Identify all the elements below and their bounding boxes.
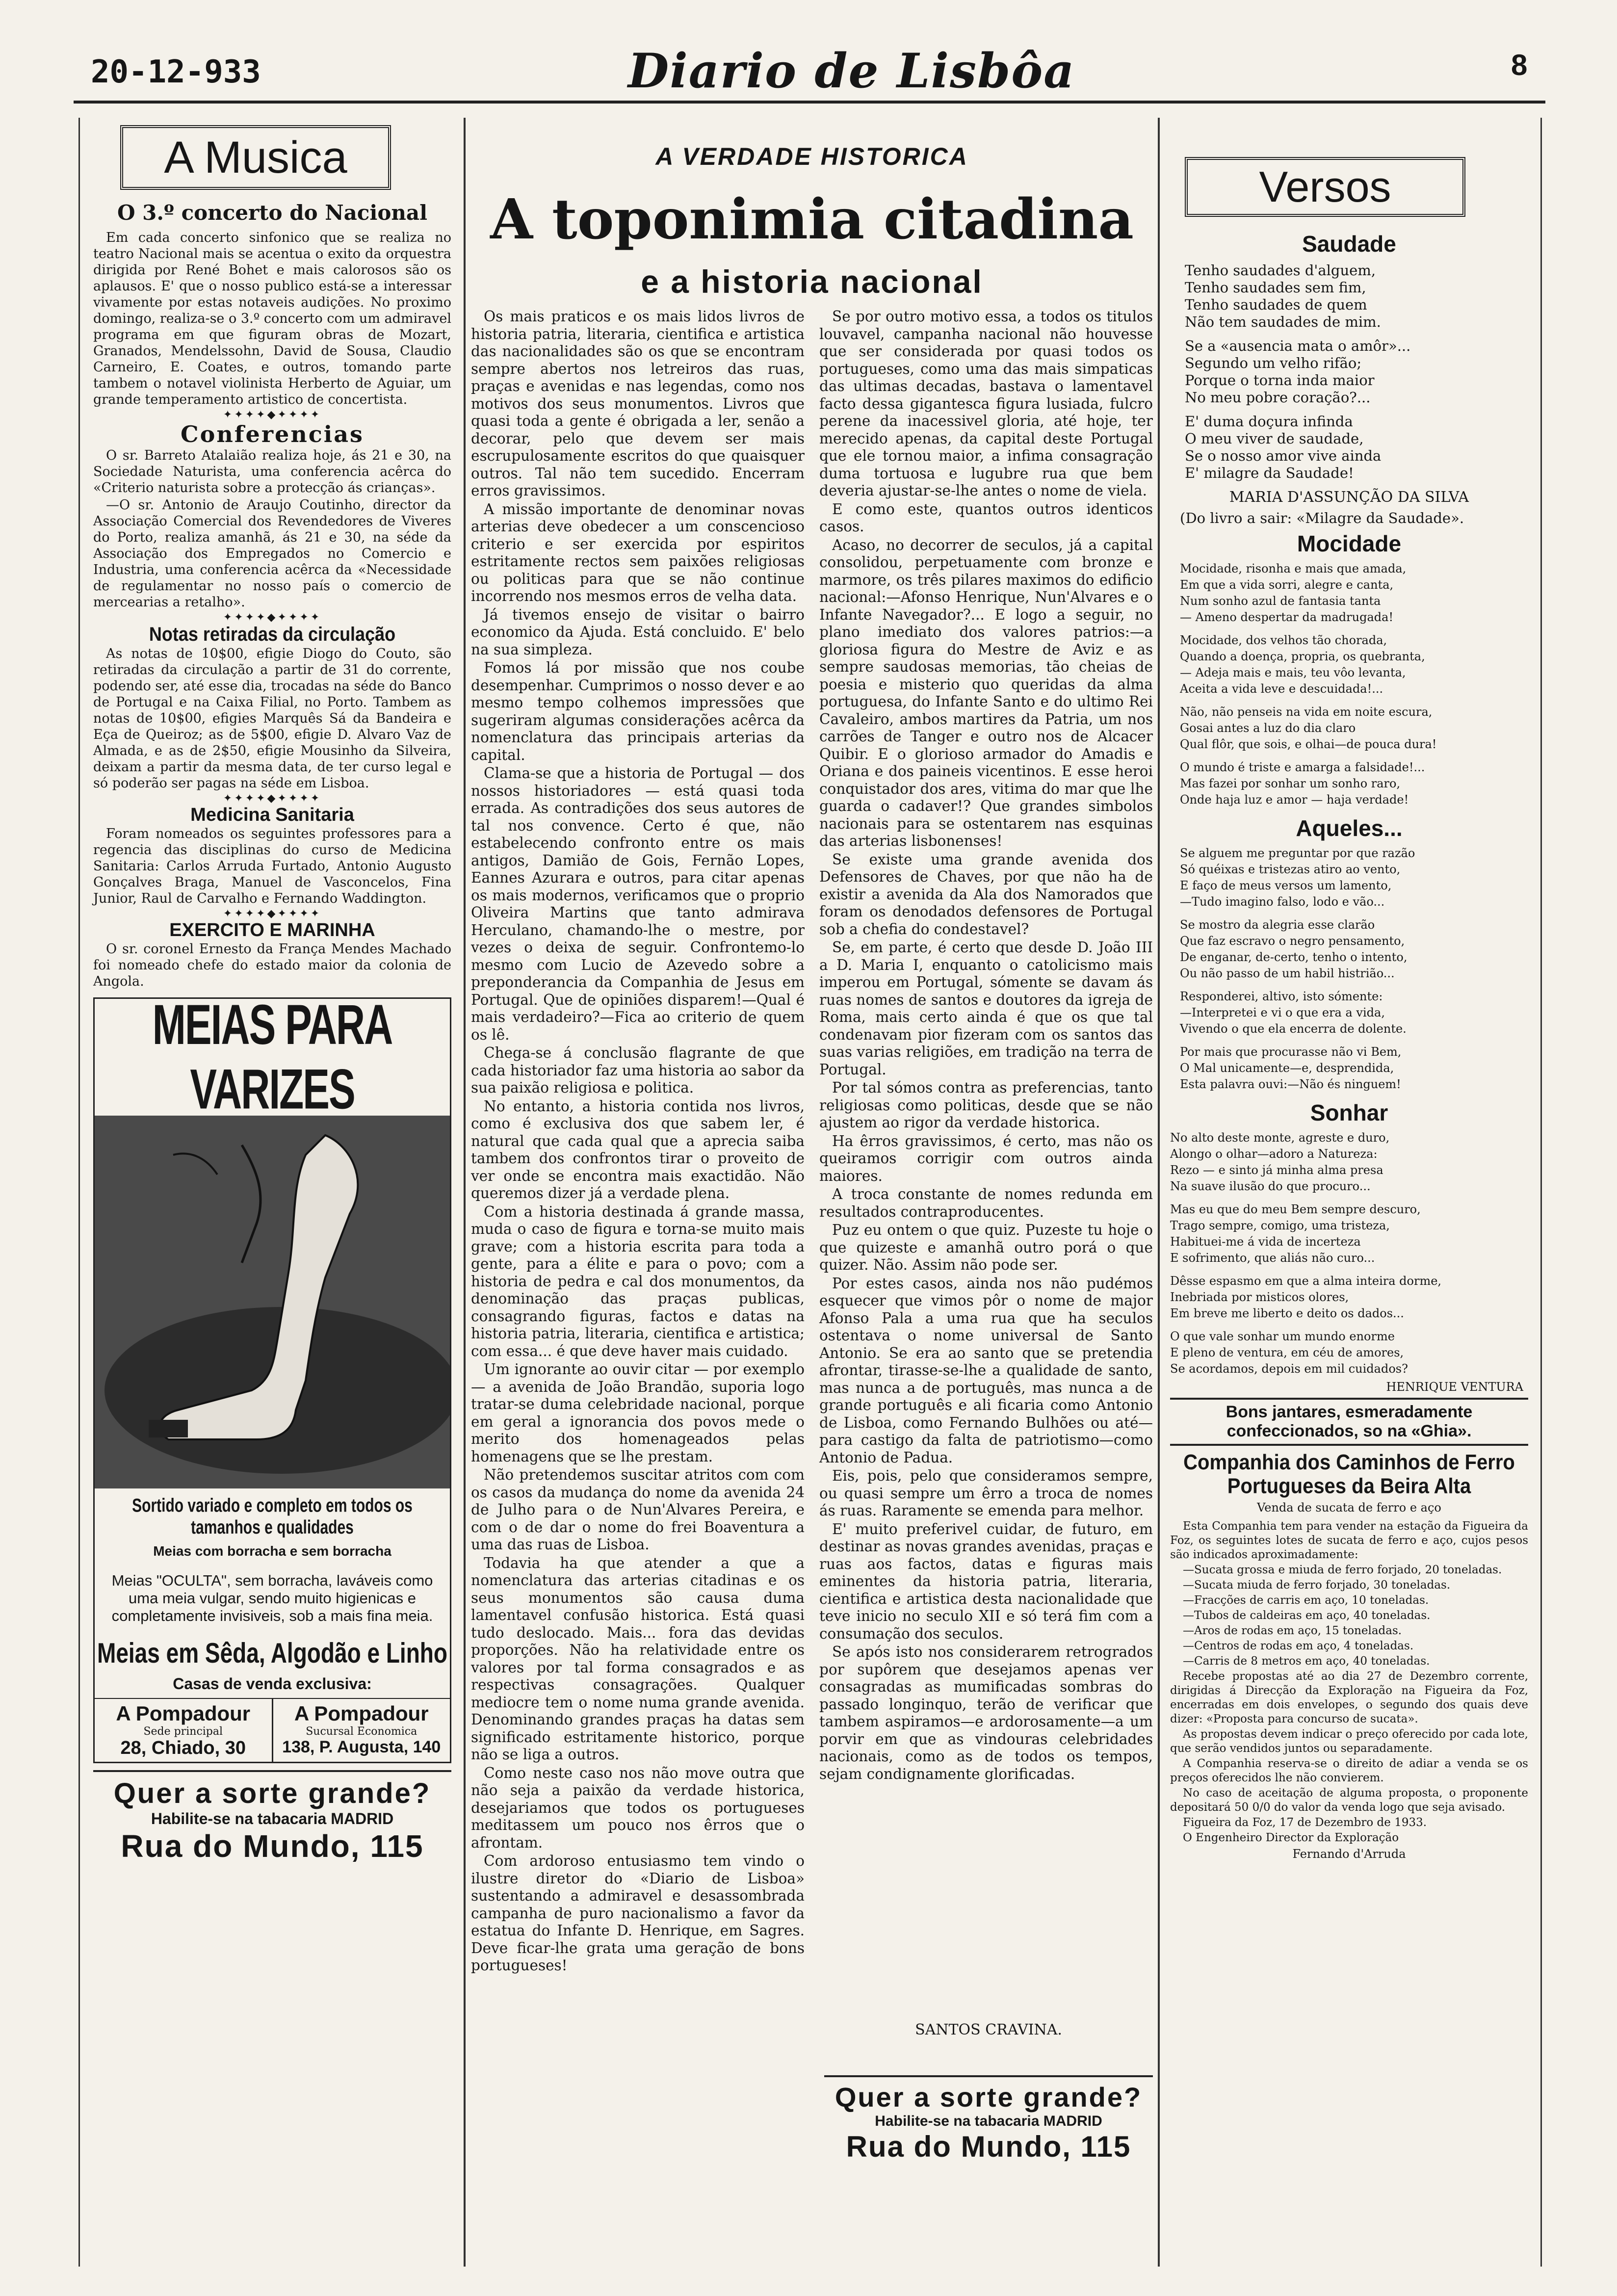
poem-line: — Ameno despertar da madrugada!: [1180, 610, 1394, 624]
poem-line: O mundo é triste e amarga a falsidade!...: [1180, 760, 1425, 774]
notice-paragraph: O Engenheiro Director da Exploração: [1183, 1831, 1399, 1844]
sorte-advert-center: Quer a sorte grande? Habilite-se na tabacaria MADRID Rua do Mundo, 115: [824, 2075, 1153, 2164]
bons-jantares-advert: Bons jantares, esmeradamente confeccionados, so na «Ghia».: [1170, 1398, 1528, 1446]
article-paragraph: Acaso, no decorrer de seculos, já a capital consolidou, perpetuamente com bronze e marmore, os três pilares maximos do edificio nacional:—Afonso Henrique, Nun'Alvares e o Infante Navegador?... E logo a seguir, no plano imediato dos valores patrios:—a gloriosa figura do Mestre de Aviz e as sempre saudosas memorias, tão cheias de poesia e misterio quo queridas da alma portuguesa, do Infante Santo e do ultimo Rei Cavaleiro, ambos martires da Patria, um nos carrões de Tanger e outro nos de Alcacer Quibir. E o glorioso armador do Amadis e Oriana e dos paineis vicentinos. E esse heroi conquistador dos ares, vitima do mar que lhe guarda o cadaver!? Que grandes simbolos nacionais para se ostentarem nas esquinas das arterias lisbonenses!: [819, 536, 1153, 849]
poem-line: E faço de meus versos um lamento,: [1180, 879, 1392, 892]
article-title: A toponimia citadina: [490, 187, 1134, 252]
poem-line: [1170, 1322, 1528, 1329]
poem-line: Ou não passo de um habil histrião...: [1180, 966, 1395, 980]
companhia-subtitle: Venda de sucata de ferro e aço: [1257, 1501, 1441, 1514]
ad-line-oculta: Meias "OCULTA", sem borracha, laváveis como uma meia vulgar, sendo muito higienicas e completamente invisiveis, sob a mais fina meia.: [111, 1572, 433, 1624]
poem-line: O Mal unicamente—e, desprendida,: [1180, 1061, 1394, 1075]
poem-line: Qual flôr, que sois, e olhai—de pouca dura!: [1180, 737, 1437, 751]
notice-paragraph: No caso de aceitação de alguma proposta, o proponente depositará 50 0/0 do valor da venda logo que seja avisado.: [1170, 1787, 1528, 1814]
poem-line: E' duma doçura infinda: [1185, 413, 1353, 430]
sonhar-heading: Sonhar: [1310, 1100, 1388, 1125]
article-paragraph: Por tal sómos contra as preferencias, tanto religiosas como politicas, desde que se não ajustem ao rigor da verdade historica.: [819, 1079, 1153, 1131]
notice-paragraph: —Aros de rodas em aço, 15 toneladas.: [1183, 1624, 1402, 1637]
poem-line: Onde haja luz e amor — haja verdade!: [1180, 793, 1409, 807]
right-column: [1170, 157, 1528, 1861]
article-paragraph: Todavia ha que atender a que a nomenclatura das arterias citadinas e os seus monumentos são causa duma lamentavel confusão historica. Está quasi tudo deslocado. Mais... fora das devidas proporções. Não ha relatividade entre os valores por tal forma consagrados e as respectivas consagrações. Qualquer mediocre tem o nome numa grande avenida. Denominando grandes praças ha datas sem significado estritamente historico, porque não se liga a outros.: [471, 1554, 805, 1763]
shop-addresses: [95, 1698, 450, 1762]
article-paragraph: A missão importante de denominar novas arterias deve obedecer a um conscencioso criterio e ser exercida por espiritos estritamente rectos sem paixões religiosas ou politicas para que se não continue incorrendo nos mesmos erros de velha data.: [471, 500, 805, 604]
article-signature: SANTOS CRAVINA.: [915, 2021, 1062, 2038]
article-subtitle: e a historia nacional: [641, 263, 983, 300]
ornament-divider: ✦✦✦✦◆✦✦✦✦: [223, 792, 322, 805]
saudade-poem: [1185, 262, 1528, 482]
notice-paragraph: Esta Companhia tem para vender na estação da Figueira da Foz, os seguintes lotes de sucata de ferro e aço, cujos pesos são indicados aproximadamente:: [1170, 1520, 1528, 1561]
poem-line: O meu viver de saudade,: [1185, 430, 1364, 447]
article-column-2: [819, 308, 1153, 1976]
poem-line: [1180, 626, 1528, 632]
musica-title: A Musica: [120, 125, 391, 190]
header-rule: [74, 101, 1545, 104]
concert-article: Em cada concerto sinfonico que se realiza no teatro Nacional mais se acentua o exito da orquestra dirigida por René Bohet e mais calorosos são os aplausos. E' que o nosso publico está-se a interessar vivamente por estas notaveis audições. No proximo domingo, realiza-se o 3.º concerto com um admiravel programa em que figuram obras de Mozart, Granados, Mendelssohn, David de Sousa, Claudio Carneiro, E. Coates, e outros, tomando parte tambem o notavel violinista Herberto de Aguiar, um grande temperamento artistico de concertista.: [93, 230, 451, 407]
companhia-title: Companhia dos Caminhos de Ferro Portugueses da Beira Alta: [1183, 1450, 1515, 1498]
saudade-author: MARIA D'ASSUNÇÃO DA SILVA: [1229, 489, 1469, 506]
poem-line: Habituei-me á vida de incerteza: [1170, 1235, 1361, 1249]
poem-line: Segundo um velho rifão;: [1185, 355, 1362, 371]
aqueles-heading: Aqueles...: [1296, 815, 1403, 841]
poem-line: Na suave ilusão do que procuro...: [1170, 1179, 1371, 1193]
sorte-advert-left: Quer a sorte grande? Habilite-se na tabacaria MADRID Rua do Mundo, 115: [93, 1770, 451, 1864]
ornament-divider: ✦✦✦✦◆✦✦✦✦: [223, 611, 322, 624]
article-kicker: A VERDADE HISTORICA: [655, 143, 968, 170]
poem-line: Que faz escravo o negro pensamento,: [1180, 934, 1405, 948]
article-paragraph: Não pretendemos suscitar atritos com com os casos da mudança do nome da avenida 24 de Julho para o de Nun'Alvares Pereira, e com o de dar o nome do frei Boaventura a uma das ruas de Lisboa.: [471, 1466, 805, 1553]
article-paragraph: Se existe uma grande avenida dos Defensores de Chaves, por que não ha de existir a avenida da Ala dos Namorados que foram os denodados defensores de Portugal sob a chefia do condestavel?: [819, 851, 1153, 938]
article-paragraph: Fomos lá por missão que nos coube desempenhar. Cumprimos o nosso dever e ao mesmo tempo colhemos impressões que sugeriram algumas considerações acêrca da nomenclatura das principais arterias da capital.: [471, 659, 805, 763]
poem-line: [1180, 753, 1528, 759]
versos-title: Versos: [1185, 157, 1465, 217]
poem-line: Alongo o olhar—adoro a Natureza:: [1170, 1147, 1378, 1161]
article-body: [471, 308, 1153, 1976]
ornament-divider: ✦✦✦✦◆✦✦✦✦: [223, 409, 322, 421]
poem-line: [1170, 1266, 1528, 1273]
concert-heading: O 3.º concerto do Nacional: [117, 201, 428, 225]
notice-paragraph: Figueira da Foz, 17 de Dezembro de 1933.: [1183, 1816, 1427, 1829]
center-article: [471, 142, 1153, 1976]
poem-line: [1170, 1195, 1528, 1201]
article-paragraph: E como este, quantos outros identicos casos.: [819, 500, 1153, 535]
article-paragraph: Já tivemos ensejo de visitar o bairro economico da Ajuda. Está concluido. E' belo na sua simpleza.: [471, 606, 805, 658]
mocidade-heading: Mocidade: [1297, 531, 1402, 556]
poem-line: Quando a doença, propria, os quebranta,: [1180, 650, 1425, 663]
poem-line: O que vale sonhar um mundo enorme: [1170, 1330, 1395, 1343]
notas-article: As notas de 10$00, efigie Diogo do Couto, são retiradas da circulação a partir de 31 do corrente, podendo ser, até esse dia, trocadas na séde do Banco de Portugal e na Caixa Filial, no Porto. Tambem as notas de 10$00, efigies Marquês Sá da Bandeira e Eça de Queiroz; as de 5$00, efigie D. Alvaro Vaz de Almada, e as de 2$50, efigie Mousinho da Silveira, deixam a partir da mesma data, de ter curso legal e só poderão ser pagas na séde em Lisboa.: [93, 646, 451, 791]
poem-line: No meu pobre coração?...: [1185, 389, 1371, 406]
poem-line: Não tem saudades de mim.: [1185, 313, 1381, 330]
ornament-divider: ✦✦✦✦◆✦✦✦✦: [223, 908, 322, 920]
issue-date: 20-12-933: [91, 54, 261, 90]
article-paragraph: No entanto, a historia contida nos livros, como é exclusiva dos que sabem ler, é natural que cada qual que a aprecia saiba tambem dos confrontos tirar o proveito de ver onde se encontra mais exactidão. Não queremos dizer já a verdade plena.: [471, 1097, 805, 1201]
poem-line: [1185, 406, 1528, 413]
ad-line-materials: Meias em Sêda, Algodão e Linho: [97, 1637, 447, 1669]
sonhar-poem: [1170, 1130, 1528, 1377]
poem-line: Tenho saudades sem fim,: [1185, 279, 1366, 296]
notice-paragraph: —Sucata miuda de ferro forjado, 30 toneladas.: [1183, 1579, 1451, 1592]
poem-line: Tenho saudades de quem: [1185, 296, 1367, 313]
poem-line: Num sonho azul de fantasia tanta: [1180, 594, 1381, 608]
notice-paragraph: —Centros de rodas em aço, 4 toneladas.: [1183, 1640, 1414, 1652]
conferencias-heading: Conferencias: [181, 421, 364, 447]
ad-line-shops: Casas de venda exclusiva:: [173, 1675, 372, 1693]
poem-line: De enganar, de-certo, tenho o intento,: [1180, 950, 1408, 964]
article-paragraph: Com ardoroso entusiasmo tem vindo o ilustre diretor do «Diario de Lisboa» sustentando a admiravel e desassombrada campanha de puro nacionalismo a favor da estatua do Infante D. Henrique, em Sagres. Deve ficar-lhe grata uma geração de bons portugueses!: [471, 1852, 805, 1974]
notice-paragraph: Recebe propostas até ao dia 27 de Dezembro corrente, dirigidas á Direcção da Exploração na Figueira da Foz, encerradas em dois envelopes, o segundo dos quais deve dizer: «Proposta para concurso de sucata».: [1170, 1670, 1528, 1725]
poem-line: Se alguem me preguntar por que razão: [1180, 846, 1415, 860]
article-paragraph: Se, em parte, é certo que desde D. João III a D. Maria I, enquanto o catolicismo mais imperou em Portugal, sómente se davam ás ruas nomes de santos e doutores da igreja de Roma, mais certo ainda é que os que tal condenavam pior fizeram com os santos das suas varias religiões, em tradição na terra de Portugal.: [819, 939, 1153, 1078]
poem-line: — Adeja mais e mais, teu vôo levanta,: [1180, 666, 1406, 679]
poem-line: Em que a vida sorri, alegre e canta,: [1180, 578, 1394, 592]
poem-line: Se acordamos, depois em mil cuidados?: [1170, 1362, 1408, 1376]
poem-line: Responderei, altivo, isto sómente:: [1180, 990, 1383, 1003]
notice-paragraph: —Tubos de caldeiras em aço, 40 toneladas.: [1183, 1609, 1431, 1622]
medicina-article: Foram nomeados os seguintes professores para a regencia das disciplinas do curso de Medicina Sanitaria: Carlos Arruda Furtado, Antonio Augusto Gonçalves Braga, Manuel de Vasconcelos, Fina Junior, Raul de Carvalho e Fernando Waddington.: [93, 826, 451, 906]
notice-paragraph: —Sucata grossa e miuda de ferro forjado, 20 toneladas.: [1183, 1564, 1502, 1576]
poem-line: [1180, 1037, 1528, 1044]
poem-line: —Tudo imagino falso, lodo e vão...: [1180, 895, 1385, 909]
left-column: [93, 125, 451, 1864]
notice-paragraph: A Companhia reserva-se o direito de adiar a venda se os preços oferecidos lhe não convierem.: [1170, 1757, 1528, 1784]
article-paragraph: Ha êrros gravissimos, é certo, mas não os queiramos corrigir com outros ainda maiores.: [819, 1132, 1153, 1184]
exercito-article: O sr. coronel Ernesto da França Mendes Machado foi nomeado chefe do estado maior da colonia de Angola.: [93, 941, 451, 989]
article-paragraph: A troca constante de nomes redunda em resultados contraproducentes.: [819, 1186, 1153, 1220]
article-paragraph: Os mais praticos e os mais lidos livros de historia patria, literaria, cientifica e artistica das nacionalidades são os que se encontram sempre abertos nos letreiros das ruas, praças e avenidas e nas legendas, como nos motivos dos seus monumentos. Livros que quasi toda a gente é obrigada a ler, senão a decorar, pelo que devem ser mais escrupulosamente escritos do que quaisquer outros. Tal não tem sucedido. Encerram erros gravissimos.: [471, 308, 805, 499]
poem-line: E pleno de ventura, em céu de amores,: [1170, 1346, 1404, 1359]
poem-line: Se a «ausencia mata o amôr»...: [1185, 338, 1411, 354]
poem-line: Aceita a vida leve e descuidada!...: [1180, 682, 1383, 696]
leg-stocking-illustration: [95, 1116, 450, 1488]
poem-line: Se o nosso amor vive ainda: [1185, 447, 1382, 464]
poem-line: Mas fazei por sonhar um sonho raro,: [1180, 777, 1401, 790]
poem-line: Em breve me liberto e deito os dados...: [1170, 1306, 1404, 1320]
mocidade-poem: [1180, 561, 1528, 808]
companhia-notice: [1170, 1519, 1528, 1845]
article-paragraph: Clama-se que a historia de Portugal — dos nossos historiadores — está quasi toda errada. As contradições dos seus autores de tal nos convence. Certo é que, não estabelecendo confronto entre os mais antigos, Damião de Gois, Fernão Lopes, Eannes Azurara e outros, para citar apenas os mais modernos, verificamos que o proprio Oliveira Martins que tanto admirava Herculano, chamando-lhe o mestre, por vezes o deixa de seguir. Confrontemo-lo mesmo com Lucio de Azevedo sobre a preponderancia da Companhia de Jesus em Portugal. Que de opiniões disparem!—Qual é mais verdadeiro?—Fica ao criterio de quem os lê.: [471, 765, 805, 1043]
poem-line: Mocidade, dos velhos tão chorada,: [1180, 633, 1387, 647]
article-paragraph: Eis, pois, pelo que consideramos sempre, ou quasi sempre um êrro a troca de nomes ás ruas. Raramente se emenda para melhor.: [819, 1467, 1153, 1519]
poem-line: E sofrimento, que aliás não curo...: [1170, 1251, 1375, 1265]
article-paragraph: Com a historia destinada á grande massa, muda o caso de figura e torna-se muito mais grave; com a historia escrita para toda a gente, para a élite e para o povo; com a historia de pedra e cal dos monumentos, da denominação das praças publicas, consagrando figuras, factos e datas na historia patria, literaria, cientifica e artistica; com essa... é que deve haver mais cuidado.: [471, 1203, 805, 1359]
notice-paragraph: —Carris de 8 metros em aço, 40 toneladas.: [1183, 1655, 1430, 1668]
article-column-1: [471, 308, 805, 1976]
article-paragraph: Por estes casos, ainda nos não pudémos esquecer que vimos pôr o nome de major Afonso Pala a uma rua que ha seculos ostentava o nome universal de Santo Antonio. Se era ao santo que se pretendia afrontar, tirasse-se-lhe a qualidade de santo, mas nunca a de português, mas nunca a de grande português e ali ficaria como Antonio de Lisboa, como Fernando Bulhões ou até—para castigo da falta de patriotismo—como Antonio de Padua.: [819, 1275, 1153, 1466]
poem-line: [1180, 910, 1528, 917]
poem-line: Vivendo o que ela encerra de dolente.: [1180, 1022, 1407, 1036]
poem-line: Mocidade, risonha e mais que amada,: [1180, 562, 1407, 575]
shop-chiado: A Pompadour Sede principal 28, Chiado, 30: [95, 1699, 273, 1762]
poem-line: Dêsse espasmo em que a alma inteira dorme,: [1170, 1274, 1442, 1288]
poem-line: Trago sempre, comigo, uma tristeza,: [1170, 1219, 1390, 1232]
page-border: [78, 118, 80, 2267]
poem-line: [1180, 982, 1528, 989]
poem-line: Por mais que procurasse não vi Bem,: [1180, 1045, 1402, 1059]
poem-line: E' milagre da Saudade!: [1185, 465, 1354, 481]
poem-line: Esta palavra ouvi:—Não és ninguem!: [1180, 1077, 1401, 1091]
column-divider: [464, 118, 466, 2267]
poem-line: Inebriada por misticos olores,: [1170, 1290, 1349, 1304]
article-paragraph: Se após isto nos considerarem retrogrados por supôrem que desejamos apenas ver consagradas as mumificadas sombras do passado longinquo, terão de verificar que tambem aspiramos—e ardorosamente—a um porvir em que as vindouras celebridades nacionais, como as de todos os tempos, sejam condignamente glorificadas.: [819, 1644, 1153, 1782]
poem-line: [1185, 331, 1528, 338]
newspaper-title: Diario de Lisbôa: [628, 43, 1075, 99]
column-divider: [1158, 118, 1160, 2267]
article-paragraph: Chega-se á conclusão flagrante de que cada historiador faz uma historia ao sabor da sua paixão religiosa e politica.: [471, 1044, 805, 1096]
poem-line: Não, não penseis na vida em noite escura,: [1180, 705, 1433, 719]
notice-paragraph: As propostas devem indicar o preço oferecido por cada lote, que serão vendidos juntos ou separadamente.: [1170, 1728, 1528, 1755]
medicina-heading: Medicina Sanitaria: [190, 805, 354, 825]
article-paragraph: Como neste caso nos não move outra que não seja a paixão da verdade historica, desejariamos que todos os portugueses meditassem um pouco nos êrros que o afrontam.: [471, 1764, 805, 1851]
article-paragraph: Puz eu ontem o que quiz. Puzeste tu hoje o que quizeste e amanhã outro porá o que quizer. Não. Assim não pode ser.: [819, 1222, 1153, 1273]
saudade-note: (Do livro a sair: «Milagre da Saudade».: [1180, 510, 1464, 526]
article-paragraph: E' muito preferivel cuidar, de futuro, em destinar as novas grandes avenidas, praças e ruas aos factos, datas e figuras mais eminentes da historia patria, literaria, cientifica e artistica desta nacionalidade que teve inicio no seculo XII e só terá fim com a consumação dos seculos.: [819, 1520, 1153, 1642]
conferencias-article: O sr. Barreto Atalaião realiza hoje, ás 21 e 30, na Sociedade Naturista, uma conferencia acêrca do «Criterio naturista sobre a protecção ás crianças». —O sr. Antonio de Araujo Coutinho, director da Associação Comercial dos Revendedores de Viveres do Porto, realiza amanhã, ás 21 e 30, na séde da Associação dos Empregados no Comercio e Industria, uma conferencia acêrca da «Necessidade de regulamentar no nosso país o comercio de mercearias a retalho».: [93, 448, 451, 610]
ad-line-rubber: Meias com borracha e sem borracha: [153, 1543, 391, 1559]
aqueles-poem: [1180, 845, 1528, 1093]
poem-line: Gosai antes a luz do dia claro: [1180, 721, 1356, 735]
poem-line: Tenho saudades d'alguem,: [1185, 262, 1376, 279]
poem-line: Se mostro da alegria esse clarão: [1180, 918, 1375, 932]
poem-line: Mas eu que do meu Bem sempre descuro,: [1170, 1202, 1421, 1216]
poem-line: —Interpretei e vi o que era a vida,: [1180, 1006, 1385, 1019]
ad-line-assortment: Sortido variado e completo em todos os tamanhos e qualidades: [132, 1495, 413, 1538]
shop-augusta: A Pompadour Sucursal Economica 138, P. Augusta, 140: [282, 1702, 441, 1756]
page-number: 8: [1511, 49, 1528, 81]
notas-heading: Notas retiradas da circulação: [149, 624, 396, 645]
notice-paragraph: —Fracções de carris em aço, 10 toneladas.: [1183, 1594, 1429, 1607]
poem-line: [1180, 697, 1528, 704]
article-paragraph: Se por outro motivo essa, a todos os titulos louvavel, campanha nacional não houvesse que ser considerada por quasi todos os portugueses, como uma das mais simpaticas das ultimas decadas, bastava o lamentavel facto dessa gigantesca figura lusiada, fulcro perene da inacessivel gloria, até hoje, ter merecido apenas, da capital deste Portugal que ele tornou maior, a infima consagração duma tortuosa e lugubre rua que bem deveria ajustar-se-lhe antes o nome de viela.: [819, 308, 1153, 499]
poem-line: Porque o torna inda maior: [1185, 372, 1375, 389]
meias-advert: [93, 993, 451, 1763]
ad-title: MEIAS PARA VARIZES: [152, 993, 392, 1121]
companhia-signature: Fernando d'Arruda: [1292, 1847, 1406, 1861]
article-paragraph: Um ignorante ao ouvir citar — por exemplo — a avenida de João Brandão, suporia logo tratar-se duma celebridade nacional, porque em geral a ignorancia dos povos mede o merito dos homenageados pelas homenagens que se lhe prestam.: [471, 1361, 805, 1465]
poem-line: No alto deste monte, agreste e duro,: [1170, 1131, 1390, 1145]
saudade-heading: Saudade: [1302, 231, 1396, 257]
poem-line: Rezo — e sinto já minha alma presa: [1170, 1163, 1383, 1177]
sonhar-author: HENRIQUE VENTURA: [1386, 1380, 1523, 1394]
page-border: [1540, 118, 1542, 2267]
exercito-heading: EXERCITO E MARINHA: [169, 920, 375, 940]
poem-line: Só quéixas e tristezas atiro ao vento,: [1180, 862, 1401, 876]
